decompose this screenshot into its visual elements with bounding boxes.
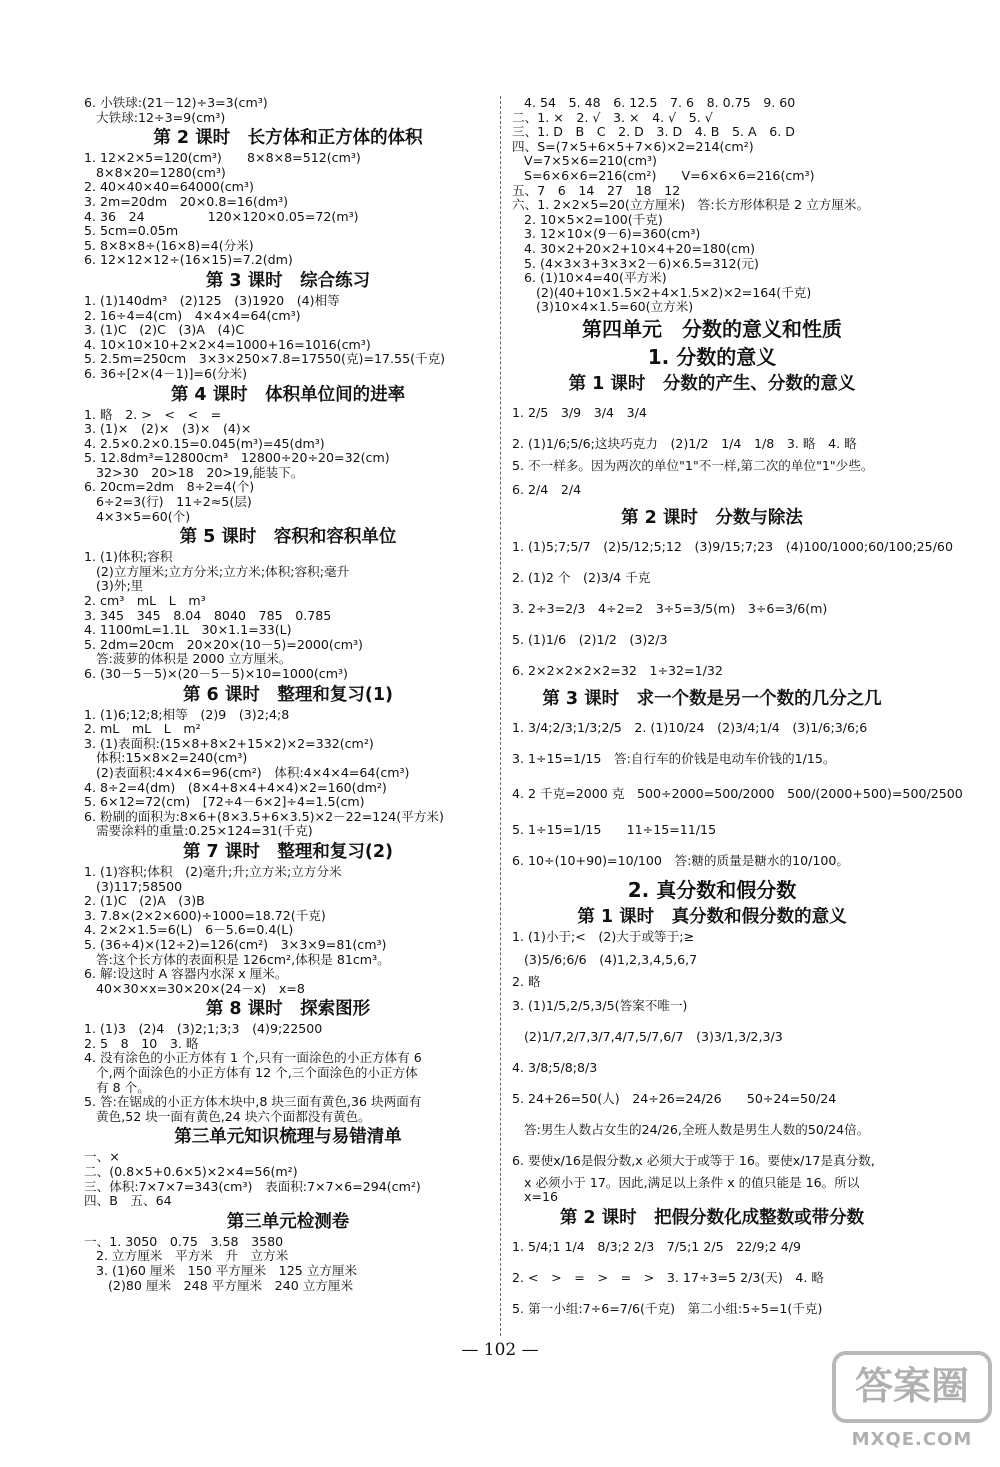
answer-line: 5. 12.8dm³=12800cm³ 12800÷20÷20=32(cm) [84,450,390,466]
answer-line: 5. (1)1/6 (2)1/2 (3)2/3 [512,631,668,647]
answer-line: 1. (1)140dm³ (2)125 (3)1920 (4)相等 [84,292,340,308]
answer-line: 1. (1)6;12;8;相等 (2)9 (3)2;4;8 [84,706,290,722]
answer-line: 1. (1)容积;体积 (2)毫升;升;立方米;立方分米 [84,863,342,879]
column-divider [500,96,501,1336]
lesson-heading: 第 8 课时 探索图形 [205,999,371,1020]
answer-line: 2. 5 8 10 3. 略 [84,1035,199,1051]
answer-line: 32>30 20>18 20>19,能装下。 [84,464,304,480]
answer-line: 6. 解:设这时 A 容器内水深 x 厘米。 [84,966,288,982]
answer-line: 4. 2.5×0.2×0.15=0.045(m³)=45(dm³) [84,435,325,451]
lesson-heading: 第三单元检测卷 [226,1211,350,1232]
lesson-heading: 第 3 课时 综合练习 [205,270,371,291]
answer-line: 5. 不一样多。因为两次的单位"1"不一样,第二次的单位"1"少些。 [512,457,874,473]
answer-line: 3. 2m=20dm 20×0.8=16(dm³) [84,193,289,209]
answer-line: 2. (1)1/6;5/6;这块巧克力 (2)1/2 1/4 1/8 3. 略 4. 略 [512,435,857,451]
answer-line: 2. (1)2 个 (2)3/4 千克 [512,569,651,585]
answer-line: 体积:15×8×2=240(cm³) [84,750,248,766]
answer-line: 一、× [84,1149,120,1165]
lesson-heading: 第 7 课时 整理和复习(2) [182,841,394,862]
answer-line: 6. (30－5－5)×(20－5－5)×10=1000(cm³) [84,666,348,681]
answer-line: 3. 12×10×(9－6)=360(cm³) [512,226,701,242]
answer-line: 有 8 个。 [84,1079,150,1095]
watermark-logo [832,1351,992,1461]
answer-line: 5. (36÷4)×(12÷2)=126(cm²) 3×3×9=81(cm³) [84,936,387,952]
answer-line: 6. 2×2×2×2×2=32 1÷32=1/32 [512,662,723,678]
answer-line: (2)1/7,2/7,3/7,4/7,5/7,6/7 (3)3/1,3/2,3/3 [512,1028,783,1044]
answer-line: 40×30×x=30×20×(24－x) x=8 [84,980,305,996]
answer-line: 4. 10×10×10+2×2×4=1000+16=1016(cm³) [84,336,371,352]
answer-line: 3. 2÷3=2/3 4÷2=2 3÷5=3/5(m) 3÷6=3/6(m) [512,600,828,616]
answer-line: 2. mL mL L m² [84,721,201,737]
answer-line: V=7×5×6=210(cm³) [512,153,657,169]
answer-line: 个,两个面涂色的小正方体有 12 个,三个面涂色的小正方体 [84,1065,418,1081]
answer-line: 1. (1)5;7;5/7 (2)5/12;5;12 (3)9/15;7;23 (4)100/1000;60/100;25/60 [512,538,953,554]
answer-line: 3. (1)表面积:(15×8+8×2+15×2)×2=332(cm²) [84,735,374,751]
answer-line: 1. 12×2×5=120(cm³) 8×8×8=512(cm³) [84,150,361,166]
answer-line: 2. < > = > = > 3. 17÷3=5 2/3(天) 4. 略 [512,1269,824,1285]
answer-line: 答:这个长方体的表面积是 126cm²,体积是 81cm³。 [84,951,390,967]
answer-line: 4. 2 千克=2000 克 500÷2000=500/2000 500/(2000+500)=500/2500 [512,785,963,801]
answer-line: 2. 立方厘米 平方米 升 立方米 [84,1248,289,1264]
answer-line: 5. 24+26=50(人) 24÷26=24/26 50÷24=50/24 [512,1090,837,1106]
answer-line: 5. 第一小组:7÷6=7/6(千克) 第二小组:5÷5=1(千克) [512,1300,823,1316]
answer-line: 3. (1)× (2)× (3)× (4)× [84,421,252,437]
answer-line: 6. 10÷(10+90)=10/100 答:糖的质量是糖水的10/100。 [512,852,849,868]
answer-line: (3)10×4×1.5=60(立方米) [512,299,694,315]
answer-line: (2)表面积:4×4×6=96(cm²) 体积:4×4×4=64(cm³) [84,764,410,780]
answer-line: 6÷2=3(行) 11÷2≈5(层) [84,494,252,510]
answer-line: 3. 345 345 8.04 8040 785 0.785 [84,607,332,623]
answer-line: 二、(0.8×5+0.6×5)×2×4=56(m²) [84,1164,298,1180]
answer-line: 2. 10×5×2=100(千克) [512,211,663,227]
answer-line: 五、7 6 14 27 18 12 [512,182,681,198]
lesson-heading: 第 3 课时 求一个数是另一个数的几分之几 [542,688,882,709]
answer-line: 大铁球:12÷3=9(cm³) [84,109,226,125]
lesson-heading: 第 2 课时 长方体和正方体的体积 [153,128,423,149]
answer-line: 四、B 五、64 [84,1193,172,1209]
right-column [512,95,963,1324]
answer-line: 3. (1)C (2)C (3)A (4)C [84,322,245,338]
answer-line: 8×8×20=1280(cm³) [84,164,226,180]
lesson-heading: 第 1 课时 分数的产生、分数的意义 [568,373,856,394]
answer-line: 5. 答:在锯成的小正方体木块中,8 块三面有黄色,36 块两面有 [84,1094,422,1110]
answer-line: 2. 40×40×40=64000(cm³) [84,179,254,195]
answer-line: 5. 2.5m=250cm 3×3×250×7.8=17550(克)=17.55(千克) [84,351,446,367]
answer-line: 3. 1÷15=1/15 答:自行车的价钱是电动车价钱的1/15。 [512,750,836,766]
watermark-url: MXQE.COM [851,1429,973,1450]
answer-line: 5. 1÷15=1/15 11÷15=11/15 [512,821,717,837]
answer-line: 6. (1)10×4=40(平方米) [512,270,667,286]
answer-line: 2. 16÷4=4(cm) 4×4×4=64(cm³) [84,307,301,323]
answer-line: 4. 36 24 120×120×0.05=72(m³) [84,208,359,224]
lesson-heading: 第 5 课时 容积和容积单位 [179,527,397,548]
answer-line: 四、S=(7×5+6×5+7×6)×2=214(cm²) [512,138,754,154]
lesson-heading: 第 1 课时 真分数和假分数的意义 [577,906,847,927]
answer-line: (2)立方厘米;立方分米;立方米;体积;容积;毫升 [84,563,350,579]
lesson-heading: 第 2 课时 分数与除法 [621,507,803,528]
answer-line: 需要涂料的重量:0.25×124=31(千克) [84,823,313,839]
answer-line: 4. 30×2+20×2+10×4+20=180(cm) [512,240,756,256]
answer-line: 一、1. 3050 0.75 3.58 3580 [84,1233,284,1249]
answer-line: 1. (1)3 (2)4 (3)2;1;3;3 (4)9;22500 [84,1021,323,1037]
section-heading: 1. 分数的意义 [647,344,777,369]
answer-line: 三、体积:7×7×7=343(cm³) 表面积:7×7×6=294(cm²) [84,1178,421,1194]
answer-line: 1. 3/4;2/3;1/3;2/5 2. (1)10/24 (2)3/4;1/4 (3)1/6;3/6;6 [512,719,868,735]
answer-line: 6. 20cm=2dm 8÷2=4(个) [84,479,255,495]
answer-line: 4. 8÷2=4(dm) (8×4+8×4+4×4)×2=160(dm²) [84,779,387,795]
answer-line: 六、1. 2×2×5=20(立方厘米) 答:长方形体积是 2 立方厘米。 [512,197,870,213]
answer-line: (2)(40+10×1.5×2+4×1.5×2)×2=164(千克) [512,284,812,300]
answer-line: x 必须小于 17。因此,满足以上条件 x 的值只能是 16。所以 [512,1174,860,1190]
page-number: — 102 — [461,1340,539,1360]
answer-line: 4. 2×2×1.5=6(L) 6－5.6=0.4(L) [84,922,294,938]
lesson-heading: 第 4 课时 体积单位间的进率 [170,384,406,405]
section-heading: 2. 真分数和假分数 [627,877,797,902]
answer-line: 黄色,52 块一面有黄色,24 块六个面都没有黄色。 [84,1108,371,1124]
answer-line: 4×3×5=60(个) [84,508,191,524]
answer-line: 二、1. × 2. √ 3. × 4. √ 5. √ [512,109,713,125]
lesson-heading: 第 2 课时 把假分数化成整数或带分数 [559,1207,865,1228]
answer-line: 1. (1)小于;< (2)大于或等于;≥ [512,928,695,944]
answer-line: 5. 5cm=0.05m [84,223,179,239]
watermark-badge: 答案圈 [832,1351,992,1423]
answer-line: 1. 2/5 3/9 3/4 3/4 [512,404,647,420]
lesson-heading: 第三单元知识梳理与易错清单 [174,1127,402,1148]
answer-line: 1. 略 2. > < < = [84,406,222,422]
answer-line: 2. cm³ mL L m³ [84,593,206,609]
answer-line: 4. 1100mL=1.1L 30×1.1=33(L) [84,622,292,638]
answer-line: 答:菠萝的体积是 2000 立方厘米。 [84,651,292,667]
section-heading: 第四单元 分数的意义和性质 [582,316,842,341]
answer-line: 6. 要使x/16是假分数,x 必须大于或等于 16。要使x/17是真分数, [512,1152,875,1168]
answer-line: (3)5/6;6/6 (4)1,2,3,4,5,6,7 [512,952,698,968]
answer-line: 三、1. D B C 2. D 3. D 4. B 5. A 6. D [512,124,795,140]
answer-line: 1. (1)体积;容积 [84,549,173,565]
answer-line: 5. 2dm=20cm 20×20×(10－5)=2000(cm³) [84,636,363,652]
answer-line: (2)80 厘米 248 平方厘米 240 立方厘米 [84,1277,354,1293]
answer-line: 1. 5/4;1 1/4 8/3;2 2/3 7/5;1 2/5 22/9;2 4/9 [512,1238,801,1254]
answer-line: 2. 略 [512,974,541,990]
answer-line: 4. 3/8;5/8;8/3 [512,1059,598,1075]
answer-line: 6. 12×12×12÷(16×15)=7.2(dm) [84,252,293,268]
answer-line: 3. (1)1/5,2/5,3/5(答案不唯一) [512,997,688,1013]
left-column [84,96,492,1293]
answer-line: x=16 [512,1189,559,1205]
answer-line: 3. (1)60 厘米 150 平方厘米 125 立方厘米 [84,1263,358,1278]
answer-line: 2. (1)C (2)A (3)B [84,893,205,909]
answer-line: 4. 没有涂色的小正方体有 1 个,只有一面涂色的小正方体有 6 [84,1050,422,1066]
answer-line: S=6×6×6=216(cm²) V=6×6×6=216(cm³) [512,167,815,183]
answer-line: 6. 小铁球:(21－12)÷3=3(cm³) [84,95,268,110]
answer-line: 4. 54 5. 48 6. 12.5 7. 6 8. 0.75 9. 60 [512,95,796,110]
answer-line: (3)外;里 [84,578,144,594]
answer-line: 5. 8×8×8÷(16×8)=4(分米) [84,237,254,253]
answer-line: 6. 粉刷的面积为:8×6+(8×3.5+6×3.5)×2－22=124(平方米) [84,808,444,824]
answer-line: 答:男生人数占女生的24/26,全班人数是男生人数的50/24倍。 [512,1121,870,1137]
answer-line: 5. (4×3×3+3×3×2－6)×6.5=312(元) [512,255,759,271]
answer-line: (3)117;58500 [84,878,183,894]
answer-line: 3. 7.8×(2×2×600)÷1000=18.72(千克) [84,907,326,923]
answer-line: 5. 6×12=72(cm) [72÷4－6×2]÷4=1.5(cm) [84,794,365,810]
answer-line: 6. 2/4 2/4 [512,481,582,497]
lesson-heading: 第 6 课时 整理和复习(1) [182,684,394,705]
answer-line: 6. 36÷[2×(4－1)]=6(分米) [84,365,248,381]
